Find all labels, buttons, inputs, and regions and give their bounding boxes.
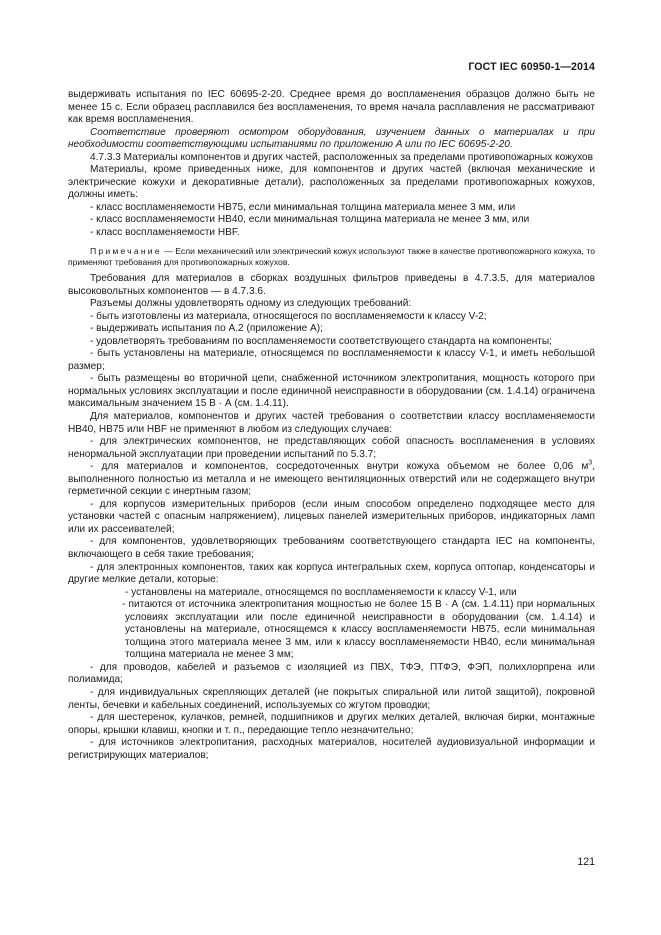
list-item-text: - для материалов и компонентов, сосредоточенных внутри кожуха объемом не более 0,06 м [90, 461, 589, 473]
paragraph: Для материалов, компонентов и других частей требования о соответствии классу воспламеняемости HB40, HB75 или HBF не применяют в любом из следующих случаев: [68, 410, 595, 435]
list-item: - класс воспламеняемости HBF. [90, 227, 240, 239]
note-text: — Если механический или электрический кожух используют также в качестве противопожарного кожуха, то применяют требования для противопожарных кожухов. [68, 245, 595, 267]
page-number: 121 [577, 856, 595, 868]
list-item: - для шестеренок, кулачков, ремней, подшипников и других мелких деталей, включая бирки, монтажные опоры, крышки клавиш, кнопки и т. п., передающие тепло незначительно; [68, 712, 595, 736]
list-item: - быть установлены на материале, относящемся по воспламеняемости к классу V-1, и иметь небольшой размер; [68, 348, 595, 372]
section-heading: 4.7.3.3 Материалы компонентов и других частей, расположенных за пределами противопожарных кожухов [90, 151, 593, 163]
page-body [68, 89, 595, 762]
paragraph: Разъемы должны удовлетворять одному из следующих требований: [90, 298, 412, 310]
list-item: - удовлетворять требованиям по воспламеняемости соответствующего стандарта на компоненты; [90, 335, 552, 347]
paragraph: Материалы, кроме приведенных ниже, для компонентов и других частей (включая механические и электрические кожухи и декоративные детали), расположенных за пределами противопожарных кожухов, должны иметь: [68, 164, 595, 201]
list-item-tail: , выполненного полностью из металла и не имеющего вентиляционных отверстий или не содержащего внутри герметичной секции с инертным газом; [68, 461, 595, 498]
paragraph: Требования для материалов в сборках воздушных фильтров приведены в 4.7.3.5, для материалов высоковольтных компонентов — в 4.7.3.6. [68, 272, 595, 297]
list-item: - для корпусов измерительных приборов (если иным способом определено подходящее место для установки частей с опасным напряжением), лицевых панелей измерительных приборов, индикаторных ламп или их рассеивателей; [68, 498, 595, 535]
sub-list-item: - установлены на материале, относящемся по воспламеняемости к классу V-1, или [125, 586, 517, 598]
list-item: - быть изготовлены из материала, относящегося по воспламеняемости к классу V-2; [90, 310, 487, 322]
superscript: 3 [588, 459, 593, 467]
note [68, 246, 595, 268]
paragraph: выдерживать испытания по IEC 60695-2-20. Среднее время до воспламенения образцов должно быть не менее 15 с. Если образец расплавился без воспламенения, то время начала расплавления не рассматривают как время воспламенения. [68, 89, 595, 126]
compliance-check: Соответствие проверяют осмотром оборудования, изучением данных о материалах и при необходимости соответствующими испытаниями по приложению A или по IEC 60695-2-20. [68, 126, 595, 151]
list-item: - для электрических компонентов, не представляющих собой опасность воспламенения в условиях ненормальной эксплуатации при проведении испытаний по 5.3.7; [68, 436, 595, 460]
list-item: - выдерживать испытания по A.2 (приложение A); [90, 323, 323, 335]
page-header: ГОСТ IEC 60950-1—2014 [468, 61, 595, 73]
list-item: - для источников электропитания, расходных материалов, носителей аудиовизуальной информации и регистрирующих материалов; [68, 737, 595, 761]
list-item: - для электронных компонентов, таких как корпуса интегральных схем, корпуса оптопар, конденсаторы и другие мелкие детали, которые: [68, 561, 595, 586]
list-item: - для компонентов, удовлетворяющих требованиям соответствующего стандарта IEC на компоненты, включающего в себя такие требования; [68, 536, 595, 560]
note-label: Примечание [90, 245, 162, 256]
list-item: - для индивидуальных скрепляющих деталей (не покрытых спиральной или литой защитой), покровной ленты, бечевки и кабельных соединений, используемых со жгутом проводки; [68, 687, 595, 711]
list-item: - класс воспламеняемости HB40, если минимальная толщина материала не менее 3 мм, или [90, 214, 530, 226]
list-item: - быть размещены во вторичной цепи, снабженной источником электропитания, мощность которого при нормальных условиях эксплуатации и после единичной неисправности в оборудовании (см. 1.4.14) ограничена максимальным значением 15 В · А (см. 1.4.11). [68, 373, 595, 410]
list-item: - для проводов, кабелей и разъемов с изоляцией из ПВХ, ТФЭ, ПТФЭ, ФЭП, полихлорпрена или полиамида; [68, 661, 595, 686]
sub-list-item: - питаются от источника электропитания мощностью не более 15 В · А (см. 1.4.11) при нормальных условиях эксплуатации или после единичной неисправности в оборудовании (см. 1.4.14) и установлены на материале, относящемся к классу воспламеняемости HB75, если минимальная толщина этого материала менее 3 мм, или к классу воспламеняемости HB40, если минимальная толщина материала не менее 3 мм; [122, 599, 595, 661]
list-item [68, 461, 595, 499]
list-item: - класс воспламеняемости HB75, если минимальная толщина материала менее 3 мм, или [90, 201, 516, 213]
